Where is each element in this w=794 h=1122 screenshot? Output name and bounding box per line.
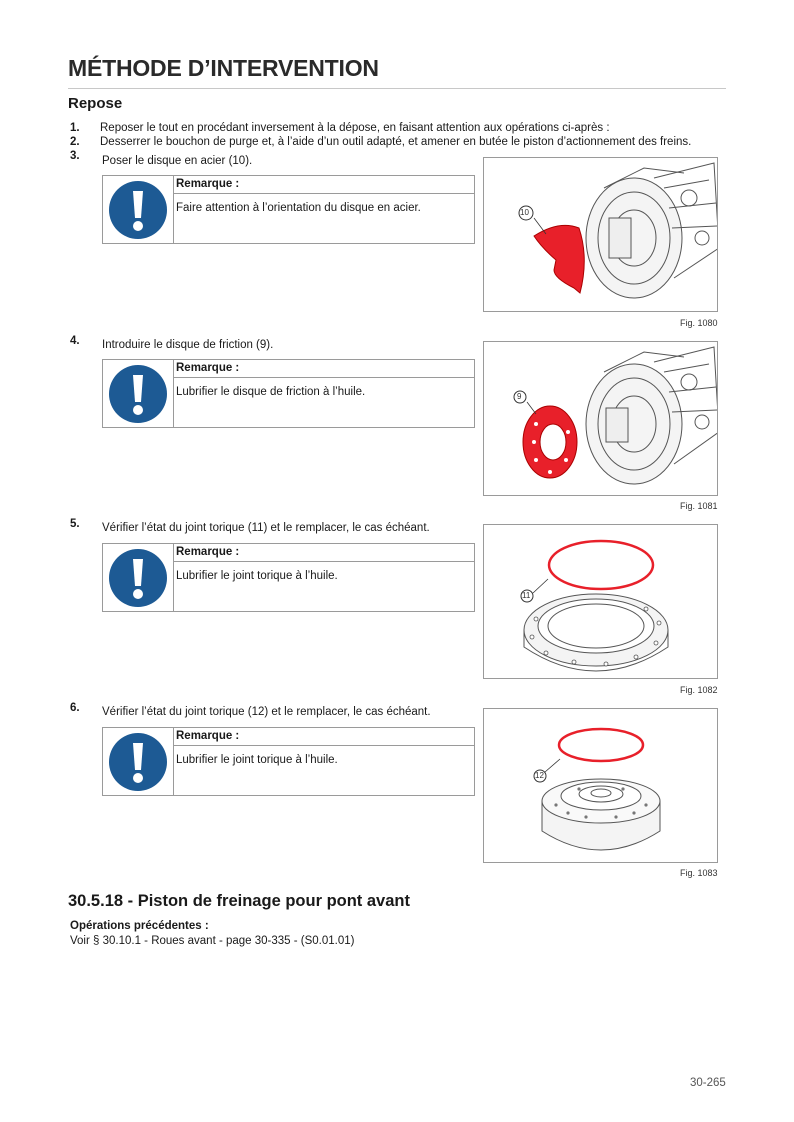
mandatory-exclamation-icon — [108, 732, 168, 792]
cross-reference: Voir § 30.10.1 - Roues avant - page 30-335 - (S0.01.01) — [70, 935, 355, 947]
callout-number: 11 — [522, 591, 531, 600]
note-title: Remarque : — [176, 178, 240, 190]
page-title: MÉTHODE D’INTERVENTION — [68, 55, 379, 81]
note-title: Remarque : — [176, 730, 240, 742]
step-number: 2. — [70, 136, 80, 148]
step-text: Desserrer le bouchon de purge et, à l’aide d’un outil adapté, et amener en butée le piston d’actionnement des freins. — [100, 136, 692, 148]
step-text: Poser le disque en acier (10). — [102, 155, 253, 167]
step-number: 6. — [70, 702, 80, 714]
callout-number: 12 — [535, 771, 544, 780]
section-title: Repose — [68, 95, 123, 112]
step-text: Reposer le tout en procédant inversement à la dépose, en faisant attention aux opérations ci-après : — [100, 122, 610, 134]
note-text: Lubrifier le joint torique à l’huile. — [176, 570, 338, 582]
note-title: Remarque : — [176, 362, 240, 374]
note-box — [102, 543, 475, 612]
note-text: Faire attention à l’orientation du disque en acier. — [176, 202, 421, 214]
subsection-title: 30.5.18 - Piston de freinage pour pont avant — [68, 892, 410, 910]
step-text: Introduire le disque de friction (9). — [102, 339, 274, 351]
note-box — [102, 175, 475, 244]
note-text: Lubrifier le disque de friction à l’huile. — [176, 386, 366, 398]
mandatory-exclamation-icon — [108, 180, 168, 240]
step-text: Vérifier l’état du joint torique (11) et le remplacer, le cas échéant. — [102, 522, 430, 534]
note-box — [102, 359, 475, 428]
step-text: Vérifier l’état du joint torique (12) et le remplacer, le cas échéant. — [102, 706, 431, 718]
figure-caption: Fig. 1081 — [680, 501, 718, 511]
callout-number: 9 — [517, 392, 522, 401]
figure-illustration — [483, 708, 718, 863]
page-number: 30-265 — [690, 1077, 726, 1089]
step-number: 5. — [70, 518, 80, 530]
mandatory-exclamation-icon — [108, 364, 168, 424]
previous-operations-label: Opérations précédentes : — [70, 920, 209, 932]
title-divider — [68, 88, 726, 89]
step-number: 1. — [70, 122, 80, 134]
note-text: Lubrifier le joint torique à l’huile. — [176, 754, 338, 766]
figure-caption: Fig. 1080 — [680, 318, 718, 328]
note-box — [102, 727, 475, 796]
figure-caption: Fig. 1083 — [680, 868, 718, 878]
figure-illustration — [483, 157, 718, 312]
note-title: Remarque : — [176, 546, 240, 558]
step-number: 3. — [70, 150, 80, 162]
figure-illustration — [483, 524, 718, 679]
figure-caption: Fig. 1082 — [680, 685, 718, 695]
step-number: 4. — [70, 335, 80, 347]
mandatory-exclamation-icon — [108, 548, 168, 608]
callout-number: 10 — [520, 208, 529, 217]
figure-illustration — [483, 341, 718, 496]
